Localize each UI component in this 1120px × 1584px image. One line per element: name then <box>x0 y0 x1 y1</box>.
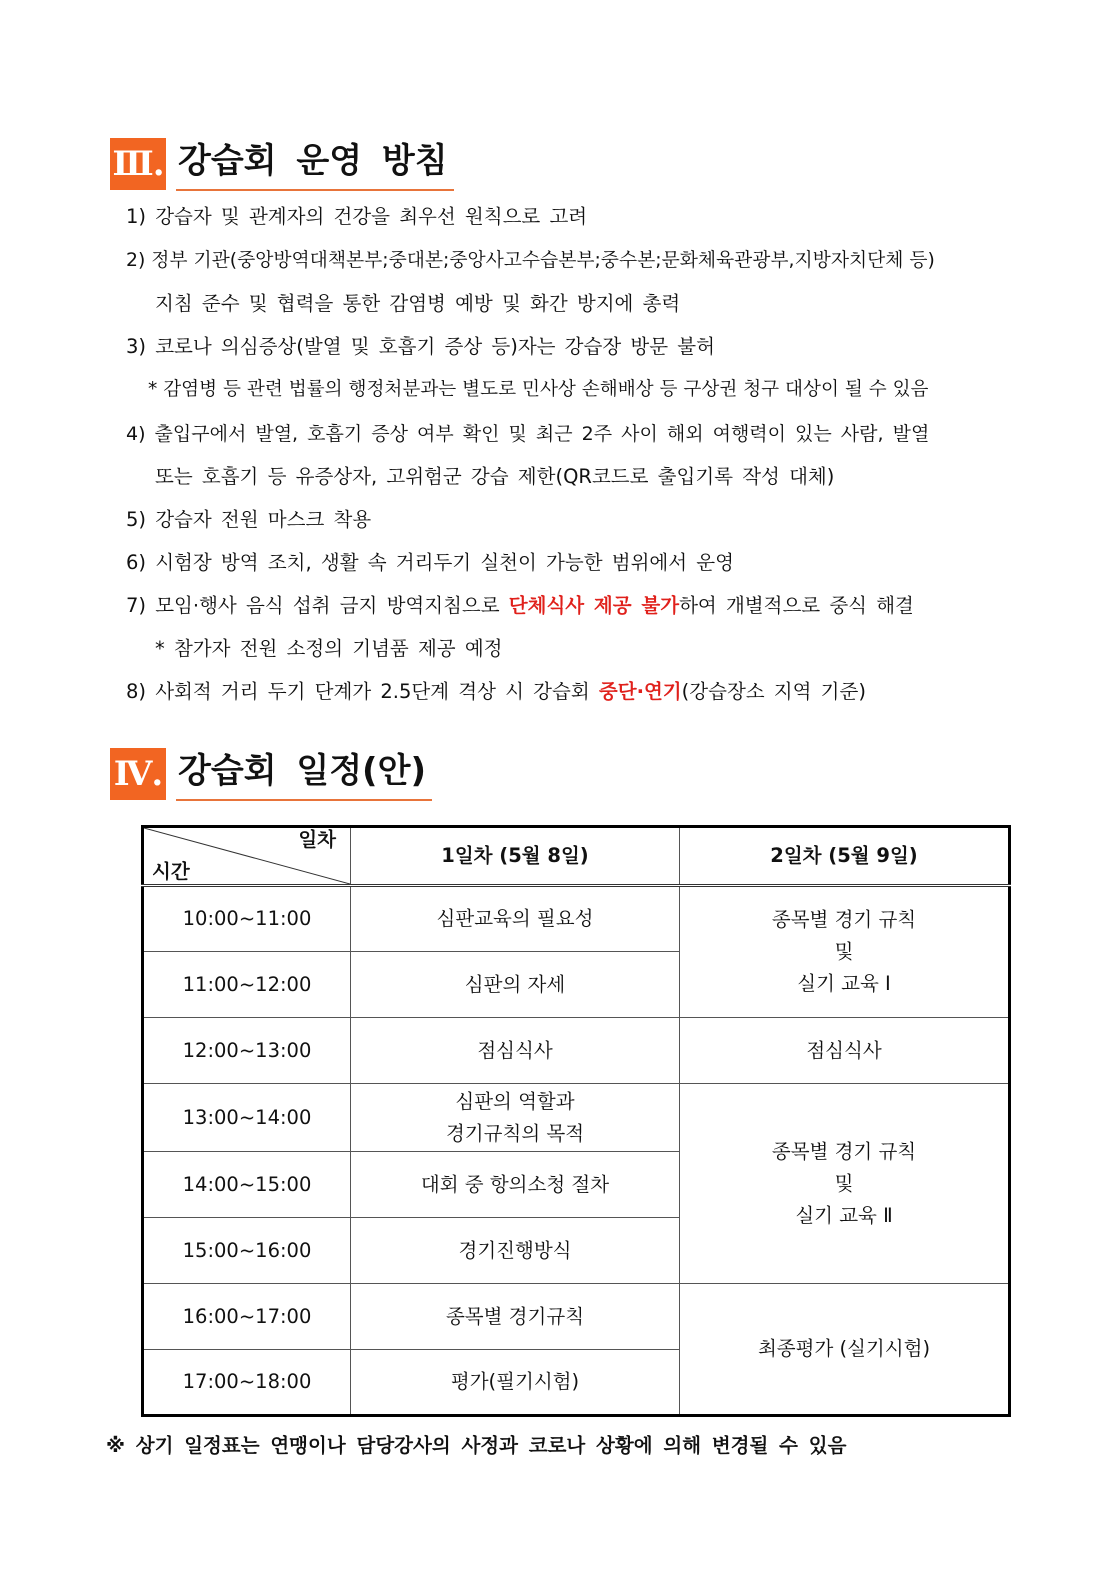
policy-line-8-text: 8) 사회적 거리 두기 단계가 2.5단계 격상 시 강습회 <box>126 680 599 703</box>
day1-cell: 평가(필기시험) <box>351 1350 680 1416</box>
policy-line-7-note: * 참가자 전원 소정의 기념품 제공 예정 <box>155 637 503 660</box>
policy-line-7 <box>126 593 914 619</box>
policy-line-8-text-end: (강습장소 지역 기준) <box>681 680 866 703</box>
section-3-title: 강습회 운영 방침 <box>176 137 454 191</box>
day2-cell-final-eval: 최종평가 (실기시험) <box>680 1284 1010 1416</box>
day1-cell: 심판교육의 필요성 <box>351 886 680 952</box>
day2-cell-practice-2 <box>680 1084 1010 1284</box>
time-cell: 12:00~13:00 <box>143 1018 351 1084</box>
time-cell: 15:00~16:00 <box>143 1218 351 1284</box>
policy-line-7-highlight: 단체식사 제공 불가 <box>508 594 680 617</box>
corner-label-time: 시간 <box>152 860 190 883</box>
policy-line-6: 6) 시험장 방역 조치, 생활 속 거리두기 실천이 가능한 범위에서 운영 <box>126 551 734 574</box>
day2-block2-line: 및 <box>834 1171 854 1195</box>
corner-label-day: 일차 <box>298 828 336 851</box>
policy-line-7-text: 7) 모임·행사 음식 섭취 금지 방역지침으로 <box>126 594 509 617</box>
policy-line-7-text-end: 하여 개별적으로 중식 해결 <box>679 594 914 617</box>
day2-cell-lunch: 점심식사 <box>680 1018 1010 1084</box>
day1-cell: 심판의 자세 <box>351 952 680 1018</box>
section-4-number: Ⅳ. <box>110 748 166 800</box>
time-cell: 16:00~17:00 <box>143 1284 351 1350</box>
day2-block1-line: 및 <box>834 940 854 963</box>
day1-cell: 종목별 경기규칙 <box>351 1284 680 1350</box>
policy-line-2-cont: 지침 준수 및 협력을 통한 감염병 예방 및 화간 방지에 총력 <box>155 292 681 315</box>
day1-cell: 대회 중 항의소청 절차 <box>351 1152 680 1218</box>
policy-line-3: 3) 코로나 의심증상(발열 및 호흡기 증상 등)자는 강습장 방문 불허 <box>126 335 715 358</box>
policy-line-5: 5) 강습자 전원 마스크 착용 <box>126 508 372 531</box>
day2-block2-line: 실기 교육 Ⅱ <box>795 1203 893 1227</box>
table-row <box>143 1284 1010 1350</box>
section-4-title: 강습회 일정(안) <box>176 747 432 801</box>
table-row <box>143 1018 1010 1084</box>
day2-header: 2일차 (5월 9일) <box>680 827 1010 886</box>
schedule-footnote: ※ 상기 일정표는 연맹이나 담당강사의 사정과 코로나 상황에 의해 변경될 수 있음 <box>106 1434 847 1457</box>
day1-cell: 점심식사 <box>351 1018 680 1084</box>
policy-line-2: 2) 정부 기관(중앙방역대책본부;중대본;중앙사고수습본부;중수본;문화체육관광부,지방자치단체 등) <box>126 250 935 271</box>
time-cell: 11:00~12:00 <box>143 952 351 1018</box>
day1-header: 1일차 (5월 8일) <box>351 827 680 886</box>
day1-cell-line: 경기규칙의 목적 <box>445 1121 585 1145</box>
time-cell: 14:00~15:00 <box>143 1152 351 1218</box>
table-header-row <box>143 827 1010 886</box>
section-3-heading <box>110 136 454 192</box>
policy-line-8-highlight: 중단·연기 <box>598 680 682 703</box>
policy-line-8 <box>126 679 866 705</box>
section-4-heading <box>110 746 432 802</box>
day1-cell: 경기진행방식 <box>351 1218 680 1284</box>
table-row <box>143 1084 1010 1152</box>
policy-line-4: 4) 출입구에서 발열, 호흡기 증상 여부 확인 및 최근 2주 사이 해외 여행력이 있는 사람, 발열 <box>126 423 930 445</box>
table-corner-cell <box>143 827 351 886</box>
time-cell: 13:00~14:00 <box>143 1084 351 1152</box>
policy-line-1: 1) 강습자 및 관계자의 건강을 최우선 원칙으로 고려 <box>126 205 588 228</box>
table-row <box>143 886 1010 952</box>
policy-line-3-note: * 감염병 등 관련 법률의 행정처분과는 별도로 민사상 손해배상 등 구상권 청구 대상이 될 수 있음 <box>148 379 929 400</box>
policy-line-4-cont: 또는 호흡기 등 유증상자, 고위험군 강습 제한(QR코드로 출입기록 작성 대체) <box>155 465 835 488</box>
day1-cell-line: 심판의 역할과 <box>455 1089 575 1113</box>
day2-block2-line: 종목별 경기 규칙 <box>771 1139 917 1163</box>
schedule-table <box>141 825 1011 1417</box>
day2-block1-line: 종목별 경기 규칙 <box>771 908 917 931</box>
section-3-number: Ⅲ. <box>110 138 166 190</box>
day2-cell-practice-1 <box>680 886 1010 1018</box>
day1-cell <box>351 1084 680 1152</box>
time-cell: 17:00~18:00 <box>143 1350 351 1416</box>
day2-block1-line: 실기 교육 Ⅰ <box>797 972 891 995</box>
time-cell: 10:00~11:00 <box>143 886 351 952</box>
